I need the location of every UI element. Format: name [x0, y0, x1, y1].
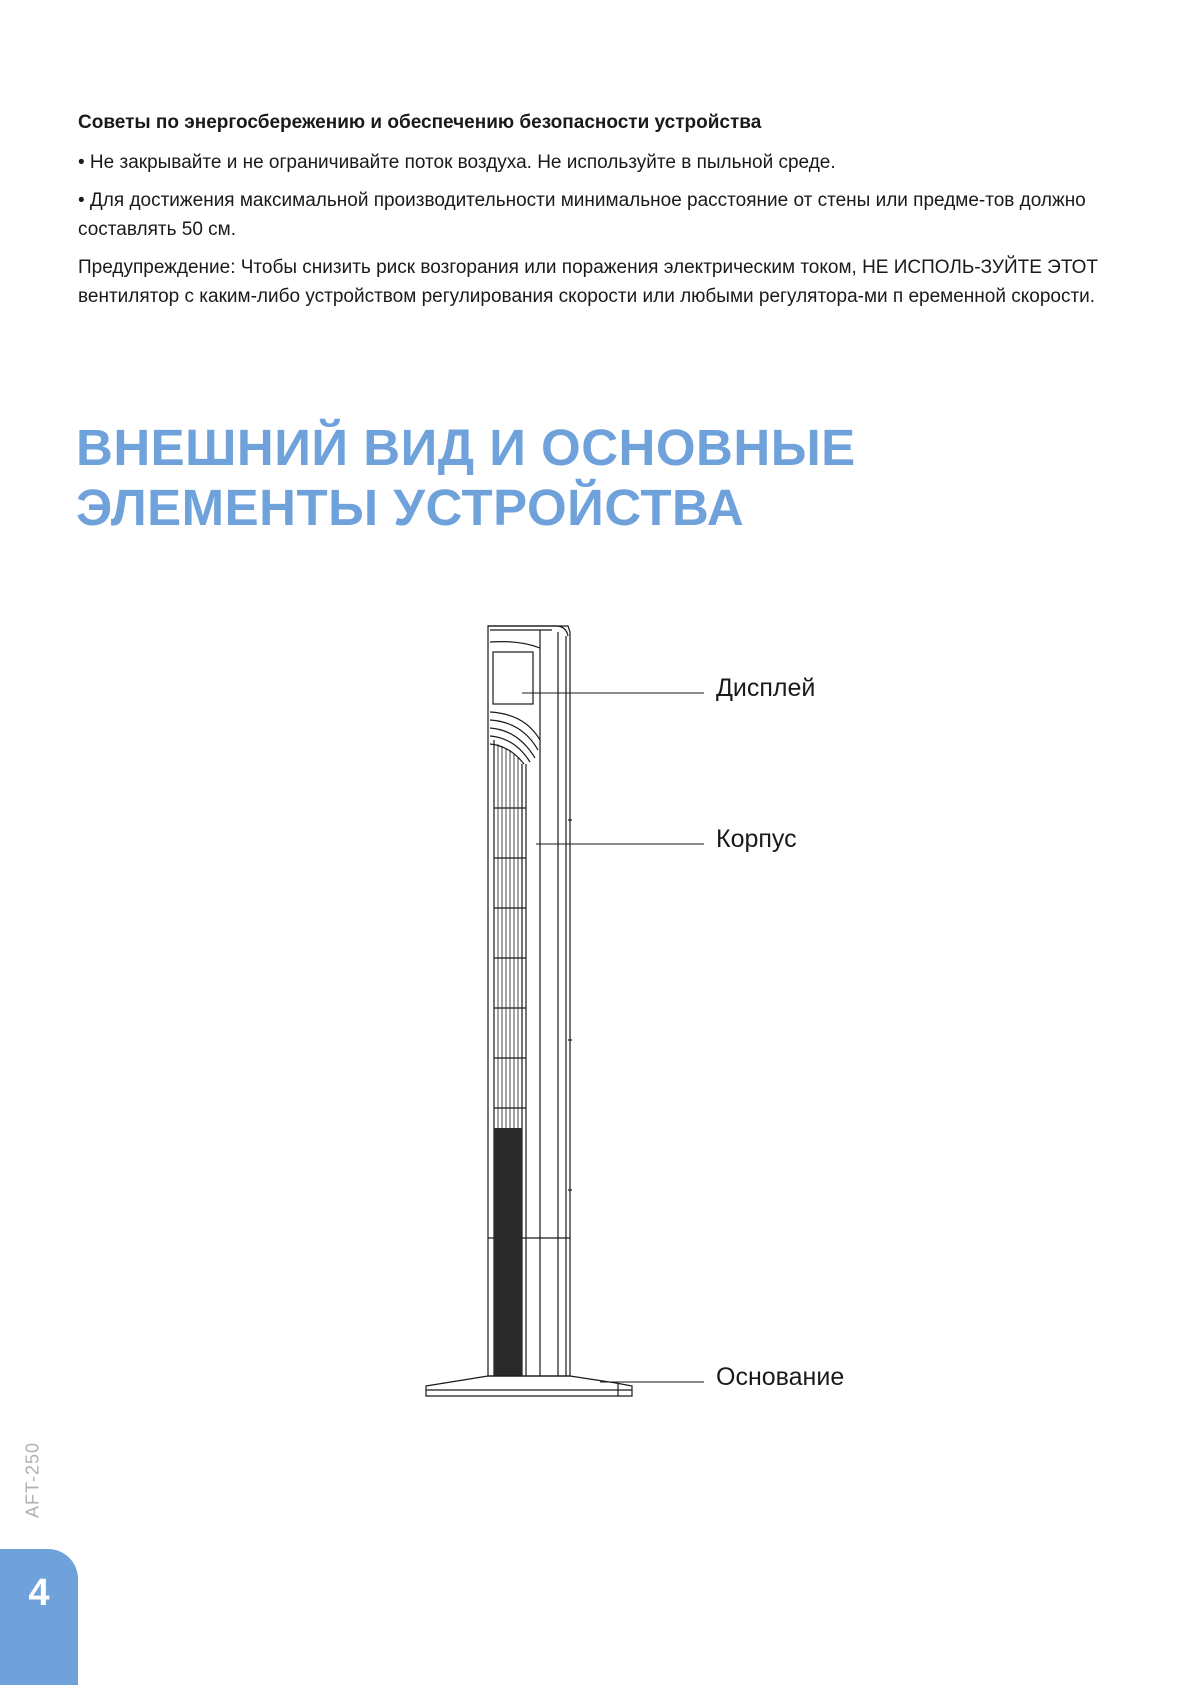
model-label: AFT-250 — [22, 1441, 43, 1519]
fan-base — [426, 1376, 632, 1396]
fan-lower-grille — [494, 1128, 522, 1376]
fan-display-window — [493, 652, 533, 704]
section-title-line-2: ЭЛЕМЕНТЫ УСТРОЙСТВА — [76, 479, 745, 536]
tip-airflow: • Не закрывайте и не ограничивайте поток воздуха. Не используйте в пыльной среде. — [78, 152, 836, 173]
callout-body: Корпус — [716, 825, 797, 853]
section-title-line-1: ВНЕШНИЙ ВИД И ОСНОВНЫЕ — [76, 419, 856, 476]
warning-text: Предупреждение: Чтобы снизить риск возгорания или поражения электрическим током, НЕ ИСПОЛЬ-ЗУЙТЕ ЭТОТ вентилятор с каким-либо устройством регулирования скорости или любыми регулятора-ми п еременной скорости. — [78, 257, 1098, 307]
fan-top-cap — [488, 626, 568, 636]
tips-heading: Советы по энергосбережению и обеспечению безопасности устройства — [78, 112, 762, 133]
callout-display: Дисплей — [716, 674, 816, 702]
page-number-tab — [0, 1549, 78, 1685]
callout-base: Основание — [716, 1363, 845, 1391]
tip-distance: • Для достижения максимальной производительности минимальное расстояние от стены или предме-тов должно составлять 50 см. — [78, 190, 1086, 240]
page-number: 4 — [28, 1572, 50, 1614]
